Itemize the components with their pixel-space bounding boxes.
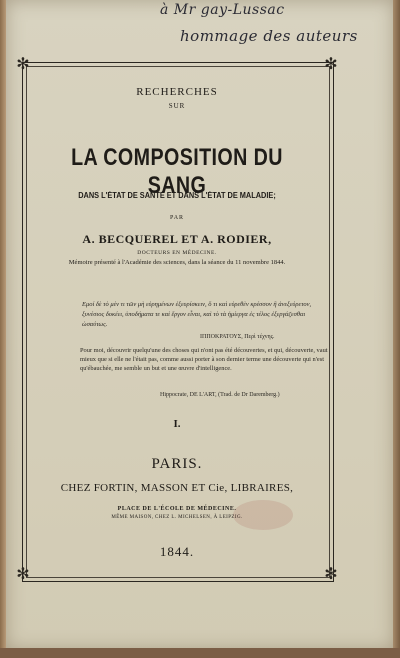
- french-epigraph-source: Hippocrate, DE L'ART, (Trad. de Dr Daremberg.): [160, 392, 280, 398]
- subtitle: DANS L'ÉTAT DE SANTÉ ET DANS L'ÉTAT DE MALADIE;: [78, 191, 276, 200]
- corner-ornament-icon: ✻: [324, 566, 338, 583]
- corner-ornament-icon: ✻: [324, 56, 338, 73]
- volume-number: I.: [173, 418, 181, 430]
- publisher-branch: MÊME MAISON, CHEZ L. MICHELSEN, À LEIPZIG.: [111, 515, 243, 520]
- city: PARIS.: [151, 456, 203, 472]
- title-sur: SUR: [168, 102, 186, 110]
- by-line: PAR: [169, 215, 185, 221]
- author-credentials: DOCTEURS EN MÉDECINE.: [137, 250, 217, 256]
- corner-ornament-icon: ✻: [16, 566, 30, 583]
- publication-year: 1844.: [159, 544, 195, 559]
- publisher-address: PLACE DE L'ÉCOLE DE MÉDECINE.: [117, 506, 237, 512]
- authors: A. BECQUEREL ET A. RODIER,: [82, 232, 272, 246]
- handwritten-dedication-line1: à Mr gay-Lussac: [160, 2, 285, 18]
- main-title: LA COMPOSITION DU SANG: [71, 144, 283, 199]
- greek-epigraph: Εμοί δὲ τὸ μὲν τι τῶν μὴ εὑρημένων ἐξευρίσκειν, ὅ τι καὶ εὑρεθὲν κρέσσον ἢ ἀνεξεύρετον, ξυνέσιος δοκέει, ὑποδήματα τε καὶ ἔργον εἶναι, καὶ τὸ τὰ ἡμίεργα ἐς τέλος ἐξεργάζεσθαι ὡσαύτως.: [82, 301, 312, 328]
- corner-ornament-icon: ✻: [16, 56, 30, 73]
- publisher: CHEZ FORTIN, MASSON ET Cie, LIBRAIRES,: [60, 482, 294, 494]
- book-edge-right: [393, 0, 400, 658]
- memoire-note: Mémoire présenté à l'Académie des sciences, dans la séance du 11 novembre 1844.: [68, 259, 286, 266]
- book-cover-bottom: [0, 648, 400, 658]
- library-stamp: [233, 500, 293, 530]
- handwritten-dedication-line2: hommage des auteurs: [180, 27, 358, 45]
- greek-epigraph-source: ΙΠΠΟΚΡΑΤΟΥΣ, Περὶ τέχνης.: [200, 334, 275, 340]
- title-recherches: RECHERCHES: [136, 86, 218, 98]
- french-epigraph: Pour moi, découvrir quelqu'une des choses qui n'ont pas été découvertes, et qui, découverte, vaut mieux que si elle ne l'était pas, comme aussi porter à son dernier terme une découverte qui n'est qu'ébauchée, me semble un but et une œuvre d'intelligence.: [80, 347, 328, 372]
